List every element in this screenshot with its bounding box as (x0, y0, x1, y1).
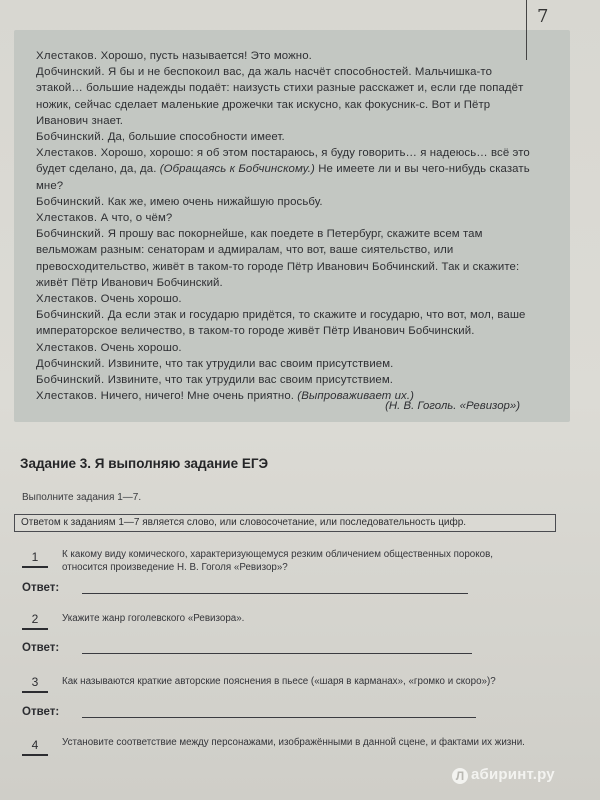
speech-text: Как же, имею очень нижайшую просьбу. (107, 195, 323, 208)
speaker-name: Бобчинский. (36, 309, 105, 322)
question-number-label: 2 (31, 612, 39, 626)
speaker-name: Бобчинский. (36, 131, 105, 144)
speech-text: Да, большие способности имеет. (107, 131, 285, 144)
watermark (452, 766, 555, 784)
dialogue-line (36, 372, 540, 388)
answer-label: Ответ: (22, 706, 60, 718)
task-instruction: Выполните задания 1—7. (22, 492, 142, 503)
dialogue-line (36, 194, 540, 210)
question-number (22, 738, 48, 756)
question-number-label: 4 (31, 738, 39, 752)
dialogue-line (36, 340, 540, 356)
speech-text: Хорошо, пусть называется! Это можно. (100, 50, 312, 62)
question-text: Как называются краткие авторские пояснения в пьесе («шаря в карманах», «громко и скоро»)? (62, 676, 496, 687)
answer-line[interactable] (82, 593, 468, 594)
stage-direction: (Выпроваживает их.) (297, 390, 414, 403)
speaker-name: Хлестаков. (36, 50, 98, 62)
speech-text: А что, о чём? (100, 212, 173, 225)
answer-line[interactable] (82, 717, 476, 718)
speech-text: Извините, что так утрудили вас своим присутствием. (108, 357, 394, 370)
speech-text: Я бы и не беспокоил вас, да жаль насчёт способностей. Мальчишка-то этакой… большие надежды подаёт: наизусть стихи разные расскажет и, если где попадёт ножик, сейчас сделает маленькие дрожечки так искусно, как фокусник-с. Вот и Пётр Иванович знает. (36, 66, 524, 127)
speaker-name: Добчинский. (36, 357, 105, 370)
speech-text: Очень хорошо. (100, 293, 182, 306)
dialogue-line (36, 210, 540, 226)
speech-text: Да если этак и государю придётся, то скажите и государю, что вот, мол, ваше императорское величество, в таком-то городе живёт Пётр Иванович Бобчинский. (36, 309, 526, 338)
dialogue-line (36, 145, 540, 194)
speech-text: Я прошу вас покорнейше, как поедете в Петербург, скажите всем там вельможам разным: сенаторам и адмиралам, что вот, ваше сиятельство, или превосходительство, живёт в таком-то городе Пётр Иванович Бобчинский. Так и скажите: живёт Пётр Иванович Бобчинский. (36, 228, 520, 289)
speaker-name: Бобчинский. (36, 195, 105, 208)
watermark-text: абиринт.ру (471, 766, 555, 783)
speaker-name: Хлестаков. (36, 147, 98, 160)
answer-line[interactable] (82, 653, 472, 654)
speaker-name: Добчинский. (36, 66, 105, 79)
dialogue-line (36, 129, 540, 145)
question-number (22, 675, 48, 693)
dialogue-line (36, 226, 540, 291)
speaker-name: Хлестаков. (36, 390, 98, 403)
question-text: Установите соответствие между персонажами, изображёнными в данной сцене, и фактами их жизни. (62, 737, 525, 748)
speaker-name: Хлестаков. (36, 212, 98, 225)
question-text: Укажите жанр гоголевского «Ревизора». (62, 613, 245, 624)
question-number-label: 1 (31, 550, 39, 564)
speaker-name: Хлестаков. (36, 293, 98, 306)
page-number: 7 (537, 6, 549, 27)
question-number (22, 612, 48, 630)
dialogue-line (36, 307, 540, 339)
excerpt-attribution: (Н. В. Гоголь. «Ревизор») (385, 400, 520, 412)
play-excerpt (36, 48, 540, 404)
stage-direction: (Обращаясь к Бобчинскому.) (159, 163, 315, 176)
dialogue-line (36, 64, 540, 129)
speech-text: Не имеете ли и вы чего-нибудь сказать мне? (36, 163, 530, 192)
speech-text: Ничего, ничего! Мне очень приятно. (100, 390, 295, 403)
dialogue-line (36, 291, 540, 307)
labirint-logo-icon: Л (452, 768, 468, 784)
dialogue-line (36, 48, 540, 64)
dialogue-line (36, 356, 540, 372)
question-number (22, 550, 48, 568)
speech-text: Очень хорошо. (100, 341, 182, 354)
speech-text: Хорошо, хорошо: я об этом постараюсь, я буду говорить… я надеюсь… всё это будет сделано, да, да. (36, 147, 530, 176)
speaker-name: Хлестаков. (36, 341, 98, 354)
speech-text: Извините, что так утрудили вас своим присутствием. (107, 374, 394, 387)
answer-format-box: Ответом к заданиям 1—7 является слово, или словосочетание, или последовательность цифр. (14, 514, 556, 532)
speaker-name: Бобчинский. (36, 228, 105, 241)
question-number-label: 3 (31, 675, 39, 689)
question-text: К какому виду комического, характеризующемуся резким обличением общественных пороков, относится произведение Н. В. Гоголя «Ревизор»? (62, 549, 493, 573)
answer-label: Ответ: (22, 582, 60, 594)
speaker-name: Бобчинский. (36, 374, 105, 387)
task-title: Задание 3. Я выполняю задание ЕГЭ (20, 456, 269, 471)
answer-label: Ответ: (22, 642, 60, 654)
